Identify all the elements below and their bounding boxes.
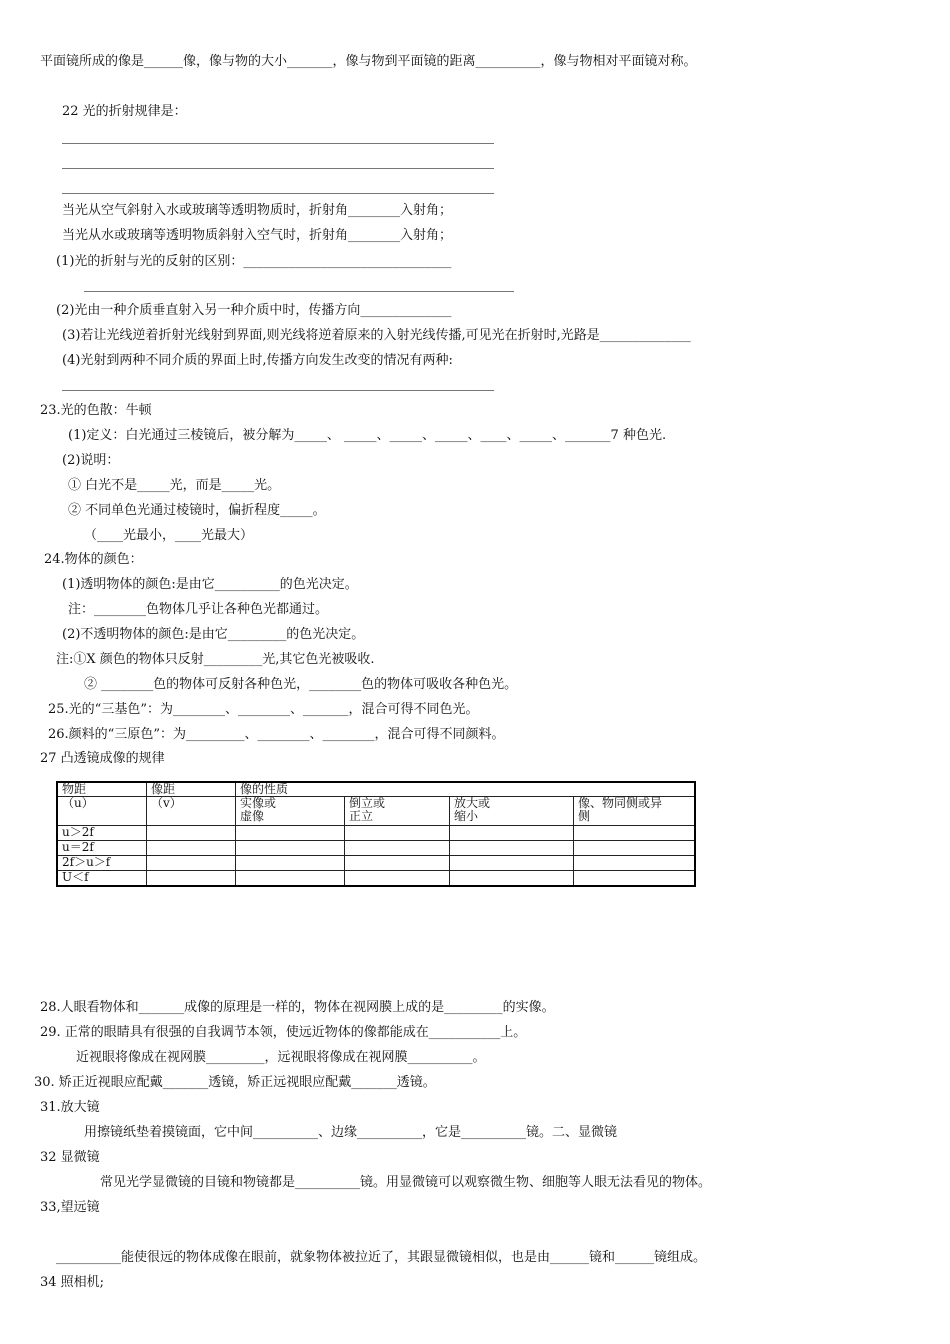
header-real-or-virtual: 实像或 虚像 — [236, 797, 345, 826]
line-human-eye: 28.人眼看物体和_______成像的原理是一样的，物体在视网膜上成的是_________的实像。 — [40, 1000, 555, 1015]
answer-cell[interactable] — [574, 871, 696, 887]
heading-dispersion: 23.光的色散：牛顿 — [40, 403, 152, 418]
answer-cell[interactable] — [236, 856, 345, 871]
line-reversibility: (3)若让光线逆着折射光线射到界面,则光线将逆着原来的入射光线传播,可见光在折射时,光路是______________ — [62, 328, 691, 343]
heading-object-color: 24.物体的颜色： — [44, 552, 143, 567]
line-note-transparent: 注：________色物体几乎让各种色光都通过。 — [68, 602, 329, 617]
answer-cell[interactable] — [574, 841, 696, 856]
answer-cell[interactable] — [450, 871, 574, 887]
header-object-distance: 物距 — [57, 782, 147, 797]
table-row — [57, 841, 695, 856]
line-eye-adjustment: 29. 正常的眼睛具有很强的自我调节本领，使远近物体的像都能成在___________上。 — [40, 1025, 527, 1040]
answer-rule — [62, 390, 494, 391]
answer-cell[interactable] — [345, 856, 450, 871]
header-u: （u） — [57, 797, 147, 826]
line-three-primary-pigments: 26.颜料的“三原色”：为_________、________、________，混合可得不同颜料。 — [48, 727, 505, 742]
line-telescope: __________能使很远的物体成像在眼前，就象物体被拉近了，其跟显微镜相似，也是由______镜和______镜组成。 — [56, 1250, 707, 1265]
line-reflect-absorb: ② ________色的物体可反射各种色光，________色的物体可吸收各种色光。 — [84, 677, 518, 692]
heading-camera: 34 照相机; — [40, 1275, 105, 1290]
line-myopia-hyperopia: 近视眼将像成在视网膜_________，远视眼将像成在视网膜__________。 — [76, 1050, 486, 1065]
answer-cell[interactable] — [345, 871, 450, 887]
line-deflection: ② 不同单色光通过棱镜时，偏折程度_____。 — [68, 503, 326, 518]
line-microscope: 常见光学显微镜的目镜和物镜都是__________镜。用显微镜可以观察微生物、细胞等人眼无法看见的物体。 — [100, 1175, 712, 1190]
answer-cell[interactable] — [345, 826, 450, 841]
heading-convex-lens: 27 凸透镜成像的规律 — [40, 751, 165, 766]
answer-cell[interactable] — [147, 841, 236, 856]
row-condition: U＜f — [57, 871, 147, 887]
line-water-to-air: 当光从水或玻璃等透明物质斜射入空气时，折射角________入射角； — [62, 228, 453, 243]
row-condition: 2f＞u＞f — [57, 856, 147, 871]
line-refraction-vs-reflection: (1)光的折射与光的反射的区别：________________________________ — [56, 254, 452, 269]
heading-microscope: 32 显微镜 — [40, 1150, 100, 1165]
answer-rule — [62, 193, 494, 194]
line-explanation: (2)说明： — [62, 453, 120, 468]
answer-rule — [84, 291, 514, 292]
row-condition: u＝2f — [57, 841, 147, 856]
answer-cell[interactable] — [236, 871, 345, 887]
line-air-to-water: 当光从空气斜射入水或玻璃等透明物质时，折射角________入射角； — [62, 203, 453, 218]
line-refraction-law: 22 光的折射规律是： — [62, 104, 187, 119]
answer-cell[interactable] — [147, 826, 236, 841]
answer-cell[interactable] — [450, 856, 574, 871]
line-min-max: （____光最小，____光最大） — [84, 528, 254, 543]
line-three-primary-lights: 25.光的“三基色”：为________、________、_______，混合可得不同色光。 — [48, 702, 479, 717]
table-row — [57, 871, 695, 887]
line-transparent-color: (1)透明物体的颜色:是由它__________的色光决定。 — [62, 577, 358, 592]
convex-lens-table — [56, 781, 696, 887]
answer-cell[interactable] — [236, 841, 345, 856]
header-v: （v） — [147, 797, 236, 826]
line-plane-mirror: 平面镜所成的像是______像，像与物的大小_______，像与物到平面镜的距离__________，像与物相对平面镜对称。 — [40, 54, 697, 69]
line-two-cases: (4)光射到两种不同介质的界面上时,传播方向发生改变的情况有两种: — [62, 353, 453, 368]
answer-cell[interactable] — [236, 826, 345, 841]
line-dispersion-definition: (1)定义：白光通过三棱镜后，被分解为_____、 _____、_____、_____、____、_____、_______7 种色光. — [68, 428, 667, 443]
answer-cell[interactable] — [147, 856, 236, 871]
answer-rule — [62, 168, 494, 169]
line-magnifier: 用擦镜纸垫着摸镜面，它中间__________、边缘__________，它是__________镜。二、显微镜 — [84, 1125, 618, 1140]
table-row — [57, 826, 695, 841]
header-image-nature: 像的性质 — [236, 782, 696, 797]
answer-rule — [62, 143, 494, 144]
heading-telescope: 33,望远镜 — [40, 1200, 100, 1215]
answer-cell[interactable] — [574, 856, 696, 871]
table-row — [57, 856, 695, 871]
header-inverted-or-upright: 倒立或 正立 — [345, 797, 450, 826]
line-correction-lenses: 30. 矫正近视眼应配戴_______透镜，矫正远视眼应配戴_______透镜。 — [34, 1075, 436, 1090]
answer-cell[interactable] — [345, 841, 450, 856]
heading-magnifier: 31.放大镜 — [40, 1100, 100, 1115]
answer-cell[interactable] — [450, 841, 574, 856]
line-note-opaque: 注:①X 颜色的物体只反射_________光,其它色光被吸收. — [56, 652, 375, 667]
row-condition: u＞2f — [57, 826, 147, 841]
line-white-light: ① 白光不是_____光，而是_____光。 — [68, 478, 281, 493]
line-perpendicular: (2)光由一种介质垂直射入另一种介质中时，传播方向______________ — [56, 303, 452, 318]
answer-cell[interactable] — [574, 826, 696, 841]
header-image-distance: 像距 — [147, 782, 236, 797]
header-enlarged-or-reduced: 放大或 缩小 — [450, 797, 574, 826]
header-same-or-opposite-side: 像、物同侧或异 侧 — [574, 797, 696, 826]
answer-cell[interactable] — [450, 826, 574, 841]
answer-cell[interactable] — [147, 871, 236, 887]
line-opaque-color: (2)不透明物体的颜色:是由它_________的色光决定。 — [62, 627, 365, 642]
